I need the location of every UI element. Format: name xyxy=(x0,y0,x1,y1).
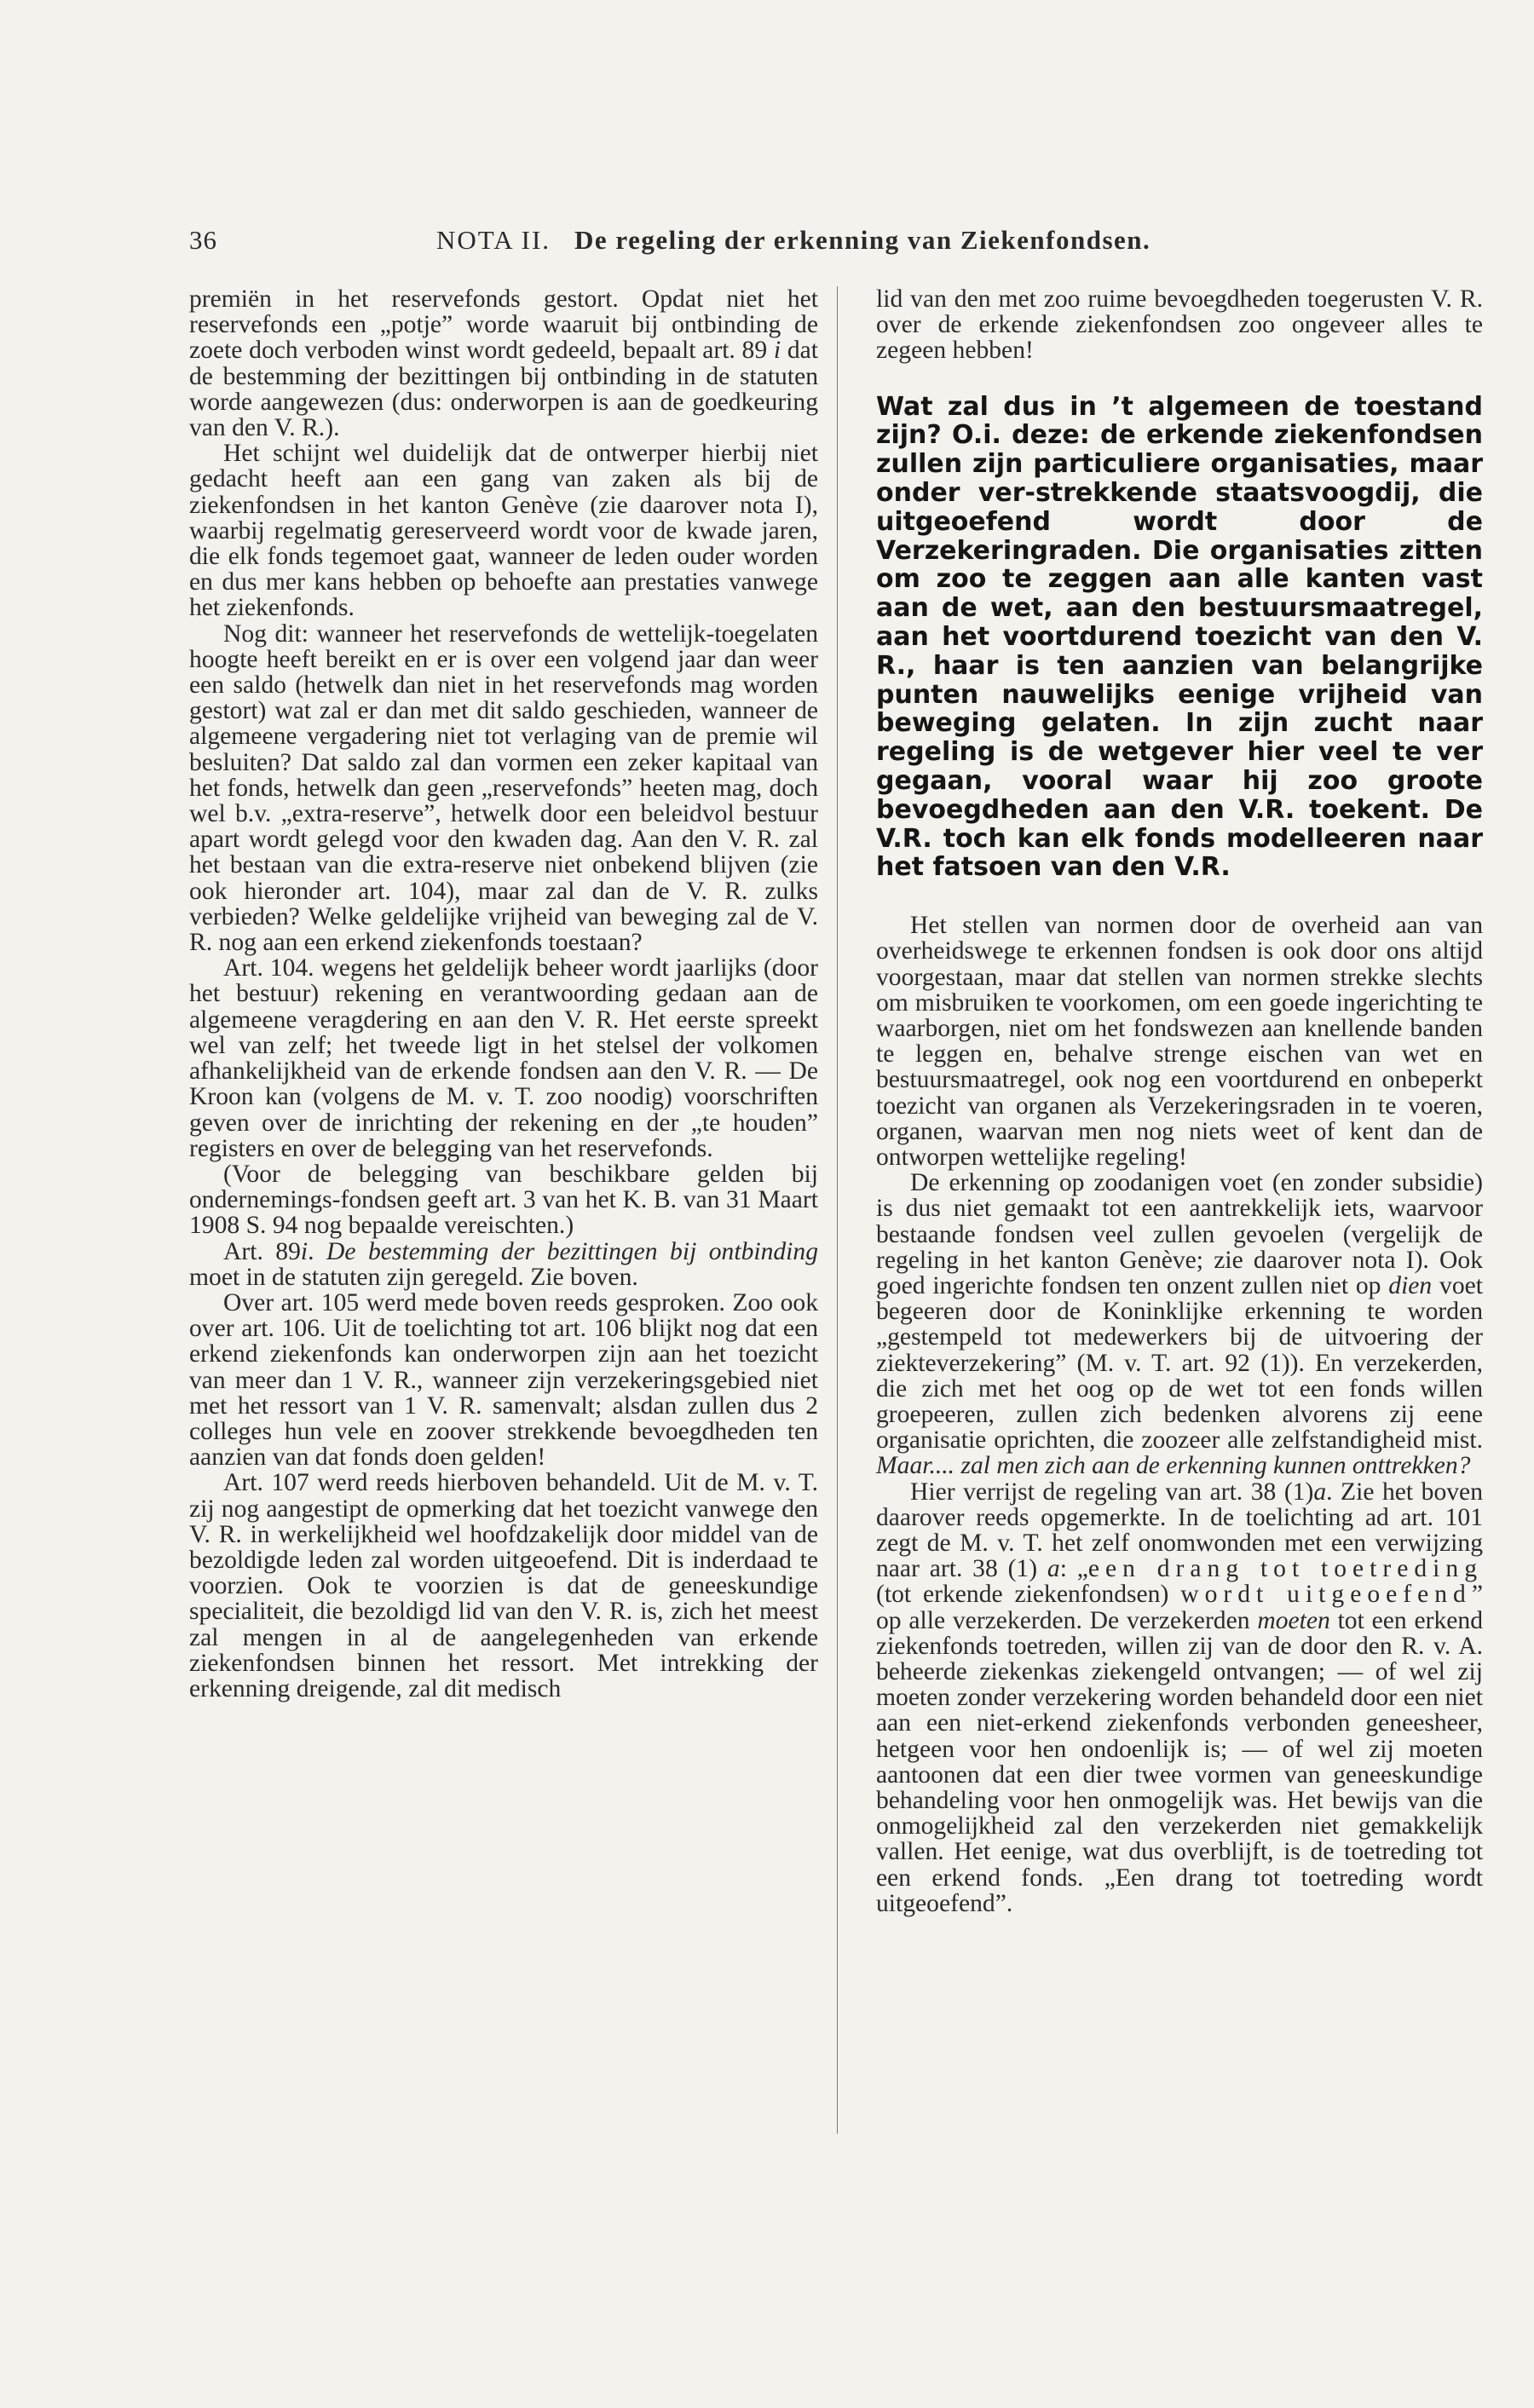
paragraph: Het stellen van normen door de overheid aan van overheidswege te erkennen fondsen is ook door ons altijd voorgestaan, maar dat stellen van normen strekke slechts om misbruiken te voorkomen, om een goede ingerichting te waarborgen, niet om het fondswezen aan knellende banden te leggen en, behalve strenge eischen van wet en bestuursmaatregel, ook nog een voortdurend en onbeperkt toezicht van organen als Verzekeringsraden in te voeren, organen, waarvan men nog niets weet of kent dan de ontworpen wettelijke regeling! xyxy=(876,912,1483,1171)
page-number: 36 xyxy=(189,225,217,255)
inserted-commentary: Wat zal dus in ’t algemeen de toestand zijn? O.i. deze: de erkende ziekenfondsen zullen zijn particuliere organisaties, maar onder ver-strekkende staatsvoogdij, die uitgeoefend wordt door de Verzekeringraden. Die organisaties zitten om zoo te zeggen aan alle kanten vast aan de wet, aan den bestuursmaatregel, aan het voortdurend toezicht van den V. R., haar is ten aanzien van belangrijke punten nauwelijks eenige vrijheid van beweging gelaten. In zijn zucht naar regeling is de wetgever hier veel te ver gegaan, vooral waar hij zoo groote bevoegdheden aan den V.R. toekent. De V.R. toch kan elk fonds modelleeren naar het fatsoen van den V.R. xyxy=(876,391,1483,883)
paragraph: De erkenning op zoodanigen voet (en zonder subsidie) is dus niet gemaakt tot een aantrekkelijk iets, waarvoor bestaande fondsen veel zullen gevoelen (vergelijk de regeling in het kanton Genève; zie daarover nota I). Ook goed ingerichte fondsen ten onzent zullen niet op dien voet begeeren door de Koninklijke erkenning te worden „gestempeld tot medewerkers bij de uitvoering der ziekteverzekering” (M. v. T. art. 92 (1)). En verzekerden, die zich met het oog op de wet tot een fonds willen groepeeren, zullen zich bedenken alvorens zij eene organisatie oprichten, die zoozeer alle zelfstandigheid mist. Maar.... zal men zich aan de erkenning kunnen onttrekken? xyxy=(876,1169,1483,1480)
column-divider xyxy=(837,286,838,2134)
paragraph: (Voor de belegging van beschikbare gelden bij ondernemings-fondsen geeft art. 3 van het K. B. van 31 Maart 1908 S. 94 nog bepaalde vereischten.) xyxy=(189,1160,818,1240)
nota-label: NOTA II. xyxy=(436,225,551,255)
right-column xyxy=(876,286,1483,1916)
paragraph: Over art. 105 werd mede boven reeds gesproken. Zoo ook over art. 106. Uit de toelichting tot art. 106 blijkt nog dat een erkend ziekenfonds kan onderworpen zijn aan het toezicht van meer dan 1 V. R., wanneer zijn verzekeringsgebied niet met het ressort van 1 V. R. samenvalt; alsdan zullen dus 2 colleges hun vele en zoover strekkende bevoegdheden ten aanzien van dat fonds doen gelden! xyxy=(189,1288,818,1472)
paragraph: Art. 89i. De bestemming der bezittingen bij ontbinding moet in de statuten zijn geregeld. Zie boven. xyxy=(189,1237,819,1291)
left-column xyxy=(189,286,818,1702)
paragraph: Nog dit: wanneer het reservefonds de wettelijk-toegelaten hoogte heeft bereikt en er is over een volgend jaar dan weer een saldo (hetwelk dan niet in het reservefonds mag worden gestort) wat zal er dan met dit saldo geschieden, wanneer de algemeene vergadering niet tot verlaging van de premie wil besluiten? Dat saldo zal dan vormen een zeker kapitaal van het fonds, hetwelk dan geen „reservefonds” heeten mag, doch wel b.v. „extra-reserve”, hetwelk door een beleidvol bestuur apart wordt gelegd voor den kwaden dag. Aan den V. R. zal het bestaan van die extra-reserve niet onbekend blijven (zie ook hieronder art. 104), maar zal dan de V. R. zulks verbieden? Welke geldelijke vrijheid van beweging zal de V. R. nog aan een erkend ziekenfonds toestaan? xyxy=(189,619,818,957)
paragraph: Art. 107 werd reeds hierboven behandeld. Uit de M. v. T. zij nog aangestipt de opmerking dat het toezicht vanwege den V. R. in werkelijkheid wel hoofdzakelijk door middel van de bezoldigde leden zal worden uitgeoefend. Dit is inderdaad te voorzien. Ook te voorzien is dat de geneeskundige specialiteit, die bezoldigd lid van den V. R. is, zich het meest zal mengen in al de aangelegenheden van erkende ziekenfondsen binnen het ressort. Met intrekking der erkenning dreigende, zal dit medisch xyxy=(189,1469,818,1702)
page-title: De regeling der erkenning van Ziekenfondsen. xyxy=(574,225,1151,255)
paragraph: Art. 104. wegens het geldelijk beheer wordt jaarlijks (door het bestuur) rekening en verantwoording gedaan aan de algemeene veragdering en aan den V. R. Het eerste spreekt wel van zelf; het tweede ligt in het stelsel der volkomen afhankelijkheid van de erkende fondsen aan den V. R. — De Kroon kan (volgens de M. v. T. zoo noodig) voorschriften geven over de inrichting der rekening en der „te houden” registers en over de belegging van het reservefonds. xyxy=(189,954,818,1162)
paragraph: lid van den met zoo ruime bevoegdheden toegerusten V. R. over de erkende ziekenfondsen zoo ongeveer alles te zegeen hebben! xyxy=(876,285,1483,365)
paragraph: premiën in het reservefonds gestort. Opdat niet het reservefonds een „potje” worde waaruit bij ontbinding de zoete doch verboden winst wordt gedeeld, bepaalt art. 89 i dat de bestemming der bezittingen bij ontbinding in de statuten worde aangewezen (dus: onderworpen is aan de goedkeuring van den V. R.). xyxy=(189,285,818,442)
paragraph: Hier verrijst de regeling van art. 38 (1)a. Zie het boven daarover reeds opgemerkte. In de toelichting ad art. 101 zegt de M. v. T. het zelf onomwonden met een verwijzing naar art. 38 (1) a: „een drang tot toetreding (tot erkende ziekenfondsen) wordt uitgeoefend” op alle verzekerden. De verzekerden moeten tot een erkend ziekenfonds toetreden, willen zij van de door den R. v. A. beheerde ziekenkas ziekengeld ontvangen; — of wel zij moeten zonder verzekering worden behandeld door een niet aan een niet-erkend ziekenfonds verbonden geneesheer, hetgeen voor hen ondoenlijk is; — of wel zij moeten aantoonen dat een dier twee vormen van geneeskundige behandeling voor hen onmogelijk was. Het bewijs van die onmogelijkheid zal den verzekerden niet gemakkelijk vallen. Het eenige, wat dus overblijft, is de toetreding tot een erkend fonds. „Een drang tot toetreding wordt uitgeoefend”. xyxy=(876,1478,1483,1917)
paragraph: Het schijnt wel duidelijk dat de ontwerper hierbij niet gedacht heeft aan een gang van zaken als bij de ziekenfondsen in het kanton Genève (zie daarover nota I), waarbij regelmatig gereserveerd wordt voor de kwade jaren, die elk fonds tegemoet gaat, wanneer de leden ouder worden en dus mer kans hebben op behoefte aan prestaties vanwege het ziekenfonds. xyxy=(189,440,818,622)
